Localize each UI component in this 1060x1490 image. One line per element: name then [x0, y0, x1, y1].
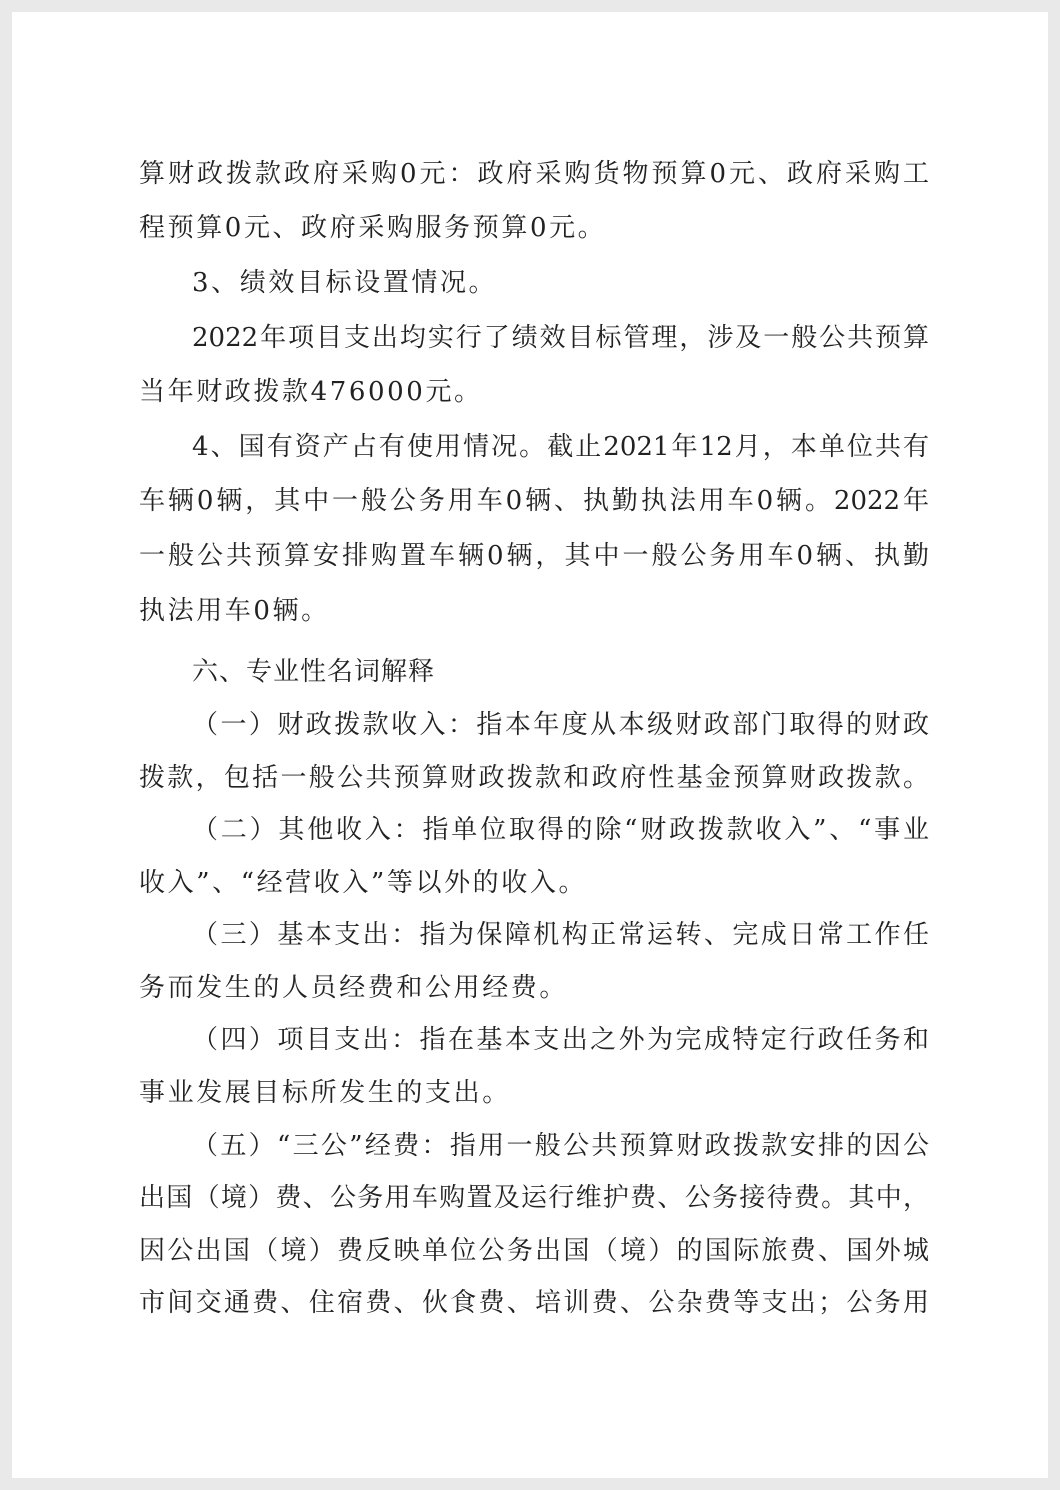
- text-line-7: 车辆0辆，其中一般公务用车0辆、执勤执法用车0辆。2022年: [139, 486, 929, 516]
- text-line-21: 因公出国（境）费反映单位公务出国（境）的国际旅费、国外城: [139, 1236, 929, 1266]
- text-line-9: 执法用车0辆。: [139, 596, 330, 626]
- text-line-16: 务而发生的人员经费和公用经费。: [139, 973, 569, 1003]
- text-line-8: 一般公共预算安排购置车辆0辆，其中一般公务用车0辆、执勤: [139, 541, 929, 571]
- text-line-18: 事业发展目标所发生的支出。: [139, 1078, 511, 1108]
- section-heading: 六、专业性名词解释: [192, 657, 436, 687]
- text-line-1: 算财政拨款政府采购0元：政府采购货物预算0元、政府采购工: [139, 159, 929, 189]
- text-line-14: 收入”、“经营收入”等以外的收入。: [139, 868, 588, 898]
- text-line-5: 当年财政拨款476000元。: [139, 377, 483, 407]
- text-line-6: 4、国有资产占有使用情况。截止2021年12月，本单位共有: [192, 432, 929, 462]
- text-line-17: （四）项目支出：指在基本支出之外为完成特定行政任务和: [192, 1025, 929, 1055]
- text-line-22: 市间交通费、住宿费、伙食费、培训费、公杂费等支出；公务用: [139, 1288, 929, 1318]
- text-line-3: 3、绩效目标设置情况。: [192, 268, 498, 298]
- text-line-15: （三）基本支出：指为保障机构正常运转、完成日常工作任: [192, 920, 929, 950]
- text-line-11: （一）财政拨款收入：指本年度从本级财政部门取得的财政: [192, 710, 929, 740]
- text-line-12: 拨款，包括一般公共预算财政拨款和政府性基金预算财政拨款。: [139, 763, 929, 793]
- text-line-13: （二）其他收入：指单位取得的除“财政拨款收入”、“事业: [192, 815, 929, 845]
- text-line-19: （五）“三公”经费：指用一般公共预算财政拨款安排的因公: [192, 1131, 929, 1161]
- text-line-4: 2022年项目支出均实行了绩效目标管理，涉及一般公共预算: [192, 323, 929, 353]
- text-line-20: 出国（境）费、公务用车购置及运行维护费、公务接待费。其中，: [139, 1183, 929, 1213]
- text-line-2: 程预算0元、政府采购服务预算0元。: [139, 213, 607, 243]
